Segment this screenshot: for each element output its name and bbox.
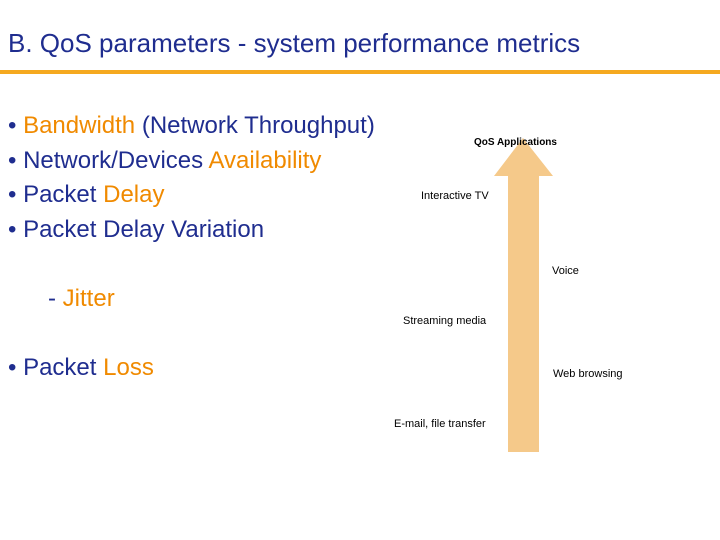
app-label-web-browsing: Web browsing — [553, 368, 623, 380]
qos-up-arrow-icon — [494, 138, 553, 452]
bullet-delay: • Packet Delay — [8, 181, 165, 208]
bullet-delay-variation: • Packet Delay Variation — [8, 215, 265, 243]
app-label-email-file-transfer: E-mail, file transfer — [394, 418, 486, 430]
app-label-streaming-media: Streaming media — [403, 315, 487, 327]
bullet-bandwidth: • Bandwidth (Network Throughput) — [8, 112, 375, 139]
bullet-loss: • Packet Loss — [8, 353, 154, 381]
bullet-jitter: - Jitter — [34, 284, 115, 312]
bullet-availability: • Network/Devices Availability — [8, 146, 322, 174]
diagram-heading: QoS Applications — [474, 137, 557, 148]
slide-title: B. QoS parameters - system performance metrics — [8, 28, 581, 58]
app-label-voice: Voice — [552, 265, 579, 277]
app-label-interactive-tv: Interactive TV — [421, 190, 489, 202]
